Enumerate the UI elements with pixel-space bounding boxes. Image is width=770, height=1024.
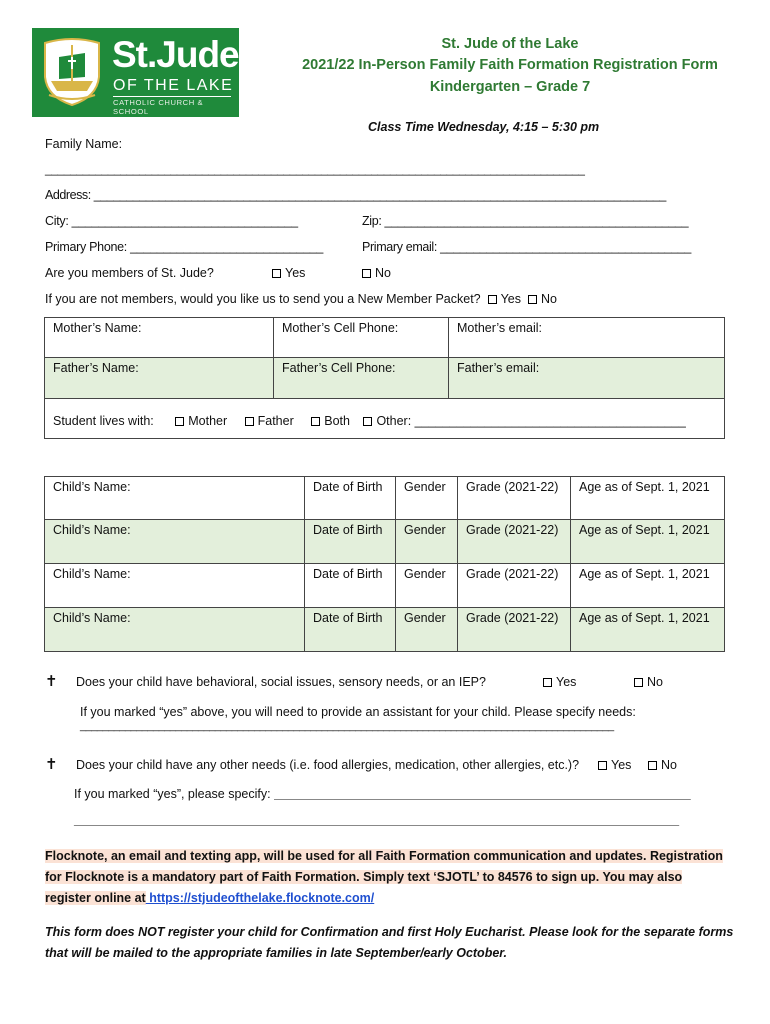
footer-note: This form does NOT register your child for Confirmation and first Holy Eucharist. Please look for the separate forms that will be mailed to the appropriate families in late September/early October. [45, 925, 734, 960]
checkbox[interactable] [363, 417, 372, 426]
lives-with-label: Student lives with: [53, 414, 154, 428]
q2-no-option[interactable] [648, 758, 677, 772]
question-2-answer-line-2[interactable]: _____________________________________________________________________________________________ [74, 813, 679, 827]
question-2-followup [74, 787, 690, 801]
grade-cell[interactable]: Grade (2021-22) [458, 477, 571, 520]
grade-cell[interactable]: Grade (2021-22) [458, 520, 571, 564]
father-option[interactable] [245, 414, 294, 428]
address-field[interactable]: Address: ________________________________________________________________________________________ [45, 188, 666, 202]
checkbox[interactable] [175, 417, 184, 426]
header-line-2: 2021/22 In-Person Family Faith Formation Registration Form [302, 57, 718, 73]
no-label: No [647, 675, 663, 689]
checkbox[interactable] [245, 417, 254, 426]
checkbox[interactable] [543, 678, 552, 687]
logo-subtitle: OF THE LAKE [113, 77, 234, 94]
yes-label: Yes [611, 758, 632, 772]
question-1: Does your child have behavioral, social issues, sensory needs, or an IEP? [76, 675, 486, 689]
both-option[interactable] [311, 414, 350, 428]
yes-label: Yes [500, 292, 521, 306]
shield-ship-icon [41, 37, 103, 107]
header-line-3: Kindergarten – Grade 7 [429, 79, 591, 95]
child-name-cell[interactable]: Child’s Name: [45, 520, 305, 564]
primary-email-field[interactable]: Primary email: ______________________________________ [362, 240, 691, 254]
cross-icon: ✝ [45, 756, 58, 773]
gender-cell[interactable]: Gender [396, 564, 458, 608]
packet-question [45, 292, 557, 306]
gender-cell[interactable]: Gender [396, 608, 458, 652]
option-label: Mother [188, 414, 228, 428]
option-label: Other: _______________________________________ [376, 414, 686, 428]
yes-label: Yes [556, 675, 577, 689]
child-name-cell[interactable]: Child’s Name: [45, 477, 305, 520]
flocknote-link[interactable]: https://stjudeofthelake.flocknote.com/ [145, 891, 375, 905]
parents-table [44, 317, 725, 439]
father-cell-cell[interactable]: Father’s Cell Phone: [274, 358, 449, 399]
members-question: Are you members of St. Jude? [45, 266, 214, 280]
children-table [44, 476, 725, 652]
grade-cell[interactable]: Grade (2021-22) [458, 608, 571, 652]
question-2-followup-text: If you marked “yes”, please specify: [74, 787, 275, 801]
table-row [45, 477, 725, 520]
dob-cell[interactable]: Date of Birth [305, 608, 396, 652]
header-line-1: St. Jude of the Lake [441, 36, 579, 52]
no-label: No [661, 758, 677, 772]
child-name-cell[interactable]: Child’s Name: [45, 608, 305, 652]
logo-divider [113, 96, 231, 97]
class-time: Class Time Wednesday, 4:15 – 5:30 pm [368, 120, 600, 134]
members-yes-option[interactable] [272, 266, 305, 280]
checkbox[interactable] [648, 761, 657, 770]
mother-email-cell[interactable]: Mother’s email: [449, 318, 725, 358]
age-cell[interactable]: Age as of Sept. 1, 2021 [571, 477, 725, 520]
packet-no-checkbox[interactable] [528, 295, 537, 304]
members-no-option[interactable] [362, 266, 391, 280]
checkbox[interactable] [598, 761, 607, 770]
checkbox[interactable] [362, 269, 371, 278]
family-name-line[interactable]: ______________________________________________________________________________________ [45, 162, 585, 176]
question-2: Does your child have any other needs (i.e. food allergies, medication, other allergies, etc.)? [76, 758, 580, 772]
father-email-cell[interactable]: Father’s email: [449, 358, 725, 399]
primary-phone-field[interactable]: Primary Phone: _____________________________ [45, 240, 324, 254]
packet-yes-checkbox[interactable] [488, 295, 497, 304]
dob-cell[interactable]: Date of Birth [305, 564, 396, 608]
question-1-answer-line[interactable]: _______________________________________________________________________________________________ [80, 720, 614, 732]
mother-cell-cell[interactable]: Mother’s Cell Phone: [274, 318, 449, 358]
dob-cell[interactable]: Date of Birth [305, 520, 396, 564]
checkbox[interactable] [272, 269, 281, 278]
other-option[interactable] [363, 414, 685, 428]
table-row [45, 608, 725, 652]
flocknote-notice [45, 846, 725, 909]
age-cell[interactable]: Age as of Sept. 1, 2021 [571, 564, 725, 608]
packet-question-text: If you are not members, would you like us to send you a New Member Packet? [45, 292, 481, 306]
yes-label: Yes [285, 266, 306, 280]
no-label: No [375, 266, 391, 280]
cross-icon: ✝ [45, 673, 58, 690]
q1-no-option[interactable] [634, 675, 663, 689]
checkbox[interactable] [311, 417, 320, 426]
child-name-cell[interactable]: Child’s Name: [45, 564, 305, 608]
option-label: Father [257, 414, 294, 428]
q1-yes-option[interactable] [543, 675, 576, 689]
flocknote-text: Flocknote, an email and texting app, will be used for all Faith Formation communication and updates. Registration for Flocknote is a mandatory part of Faith Formation. Simply text ‘SJOTL’ to 84576 to sign up. You may also register online at [45, 849, 723, 905]
city-field[interactable]: City: __________________________________ [45, 214, 298, 228]
checkbox[interactable] [634, 678, 643, 687]
age-cell[interactable]: Age as of Sept. 1, 2021 [571, 608, 725, 652]
zip-field[interactable]: Zip: ______________________________________________ [362, 214, 689, 228]
question-2-answer-line-1[interactable]: ________________________________________________________________ [274, 787, 691, 801]
table-row [45, 564, 725, 608]
mother-option[interactable] [175, 414, 227, 428]
table-row [45, 520, 725, 564]
father-name-cell[interactable]: Father’s Name: [45, 358, 274, 399]
grade-cell[interactable]: Grade (2021-22) [458, 564, 571, 608]
logo-name: St.Jude [112, 34, 239, 75]
no-label: No [540, 292, 557, 306]
logo-tagline: CATHOLIC CHURCH & SCHOOL [113, 98, 204, 116]
option-label: Both [324, 414, 350, 428]
school-logo [32, 28, 239, 117]
mother-name-cell[interactable]: Mother’s Name: [45, 318, 274, 358]
question-1-followup: If you marked “yes” above, you will need to provide an assistant for your child. Please specify needs: [80, 705, 636, 719]
family-name-label: Family Name: [45, 137, 123, 151]
q2-yes-option[interactable] [598, 758, 631, 772]
dob-cell[interactable]: Date of Birth [305, 477, 396, 520]
gender-cell[interactable]: Gender [396, 477, 458, 520]
gender-cell[interactable]: Gender [396, 520, 458, 564]
student-lives-with-row [45, 399, 725, 439]
age-cell[interactable]: Age as of Sept. 1, 2021 [571, 520, 725, 564]
